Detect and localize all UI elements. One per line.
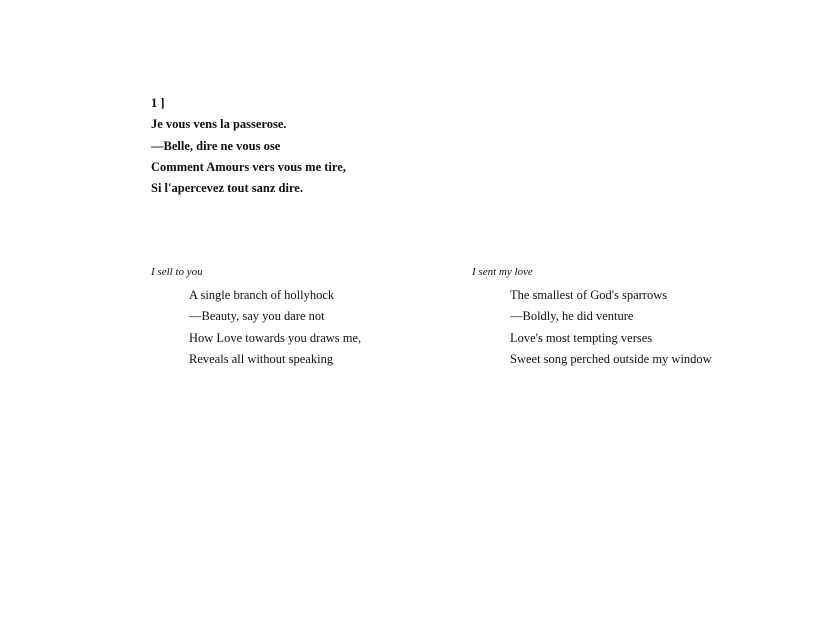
translation-line: Sweet song perched outside my window: [510, 351, 712, 366]
translation-right-title: I sent my love: [472, 266, 533, 278]
translation-left-title: I sell to you: [151, 266, 203, 278]
translation-line: —Boldly, he did venture: [510, 309, 634, 324]
translation-line: Love's most tempting verses: [510, 330, 653, 345]
translation-line: A single branch of hollyhock: [189, 288, 335, 302]
translation-line: The smallest of God's sparrows: [510, 288, 668, 302]
translation-left: [151, 264, 361, 370]
original-line: Si l'apercevez tout sanz dire.: [151, 181, 303, 196]
translation-right: [472, 264, 712, 370]
original-line: Je vous vens la passerose.: [151, 117, 287, 132]
translation-line: How Love towards you draws me,: [189, 330, 362, 345]
original-line: —Belle, dire ne vous ose: [151, 138, 281, 153]
poem-number: 1 ]: [151, 96, 165, 110]
original-poem: [151, 93, 346, 199]
translation-left-verse: [151, 285, 361, 370]
translation-right-verse: [472, 285, 712, 370]
translation-line: Reveals all without speaking: [189, 351, 334, 366]
translation-line: —Beauty, say you dare not: [189, 309, 325, 324]
original-line: Comment Amours vers vous me tire,: [151, 159, 346, 174]
